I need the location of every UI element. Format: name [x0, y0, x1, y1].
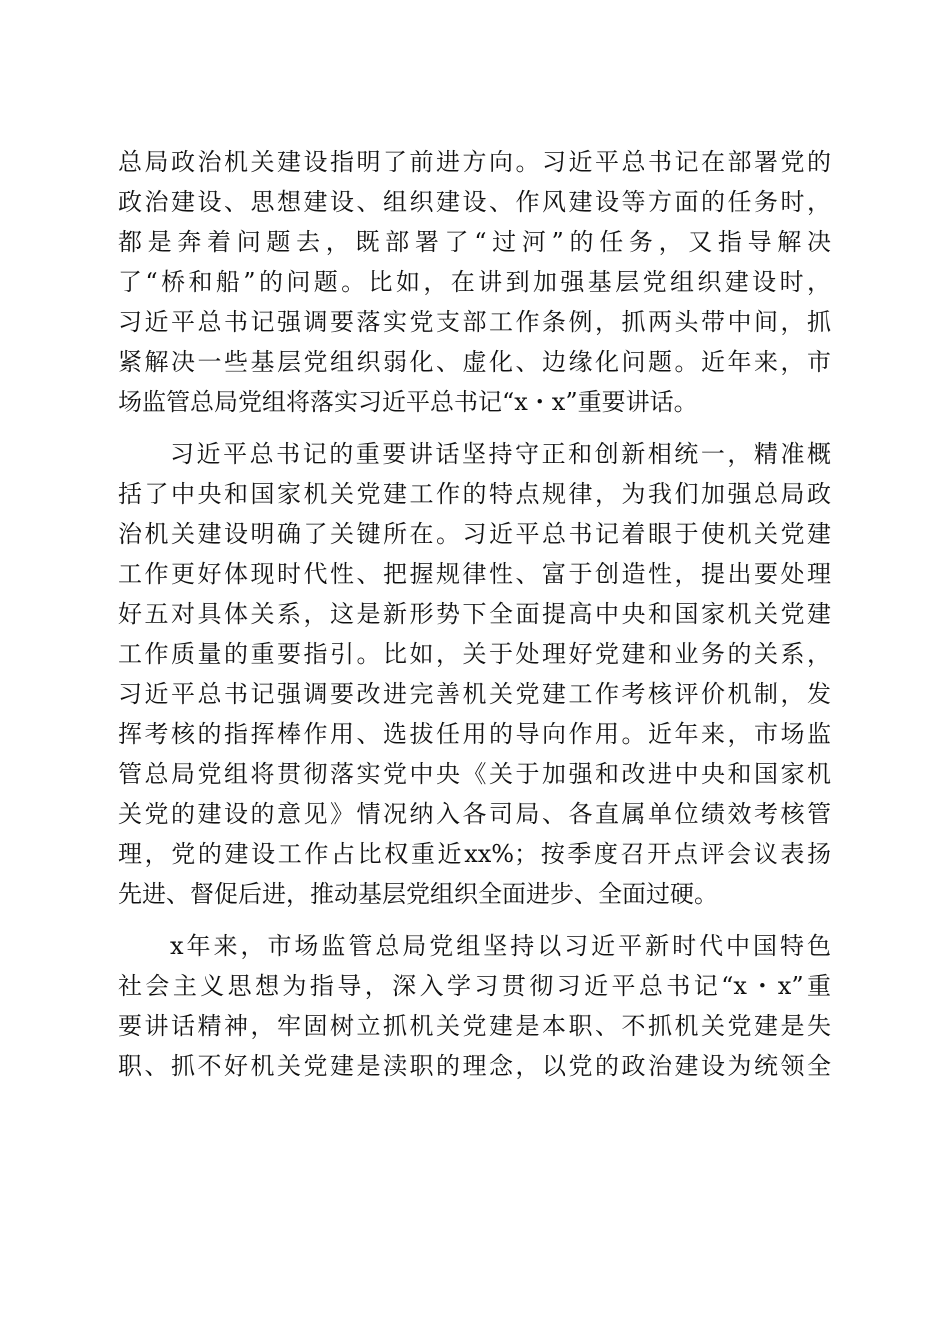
- paragraph-gap: [118, 422, 831, 434]
- paragraph-2-line-8: 挥考核的指挥棒作用、选拔任用的导向作用。近年来，市场监: [118, 720, 831, 748]
- paragraph-1-line-7: 场监管总局党组将落实习近平总书记“x・x”重要讲话。: [118, 388, 698, 416]
- paragraph-2: [118, 434, 831, 914]
- paragraph-1-line-5: 习近平总书记强调要落实党支部工作条例，抓两头带中间，抓: [118, 308, 831, 336]
- paragraph-1-line-2: 政治建设、思想建设、组织建设、作风建设等方面的任务时，: [118, 188, 831, 216]
- paragraph-2-line-10: 关党的建设的意见》情况纳入各司局、各直属单位绩效考核管: [118, 800, 831, 828]
- paragraph-2-line-4: 工作更好体现时代性、把握规律性、富于创造性，提出要处理: [118, 560, 831, 588]
- paragraph-3-line-1: x年来，市场监管总局党组坚持以习近平新时代中国特色: [170, 932, 831, 960]
- paragraph-3-line-4: 职、抓不好机关党建是渎职的理念，以党的政治建设为统领全: [118, 1052, 831, 1080]
- paragraph-2-line-12: 先进、督促后进，推动基层党组织全面进步、全面过硬。: [118, 880, 718, 908]
- document-body: [118, 142, 831, 1086]
- paragraph-2-line-2: 括了中央和国家机关党建工作的特点规律，为我们加强总局政: [118, 480, 831, 508]
- paragraph-1-line-3: 都是奔着问题去，既部署了“过河”的任务，又指导解决: [118, 228, 831, 256]
- paragraph-2-line-6: 工作质量的重要指引。比如，关于处理好党建和业务的关系，: [118, 640, 831, 668]
- paragraph-1-line-6: 紧解决一些基层党组织弱化、虚化、边缘化问题。近年来，市: [118, 348, 831, 376]
- paragraph-3-line-2: 社会主义思想为指导，深入学习贯彻习近平总书记“x・x”重: [118, 972, 831, 1000]
- paragraph-2-line-1: 习近平总书记的重要讲话坚持守正和创新相统一，精准概: [170, 440, 831, 468]
- paragraph-2-line-3: 治机关建设明确了关键所在。习近平总书记着眼于使机关党建: [118, 520, 831, 548]
- paragraph-2-line-7: 习近平总书记强调要改进完善机关党建工作考核评价机制，发: [118, 680, 831, 708]
- paragraph-2-line-9: 管总局党组将贯彻落实党中央《关于加强和改进中央和国家机: [118, 760, 831, 788]
- paragraph-gap: [118, 914, 831, 926]
- paragraph-2-line-5: 好五对具体关系，这是新形势下全面提高中央和国家机关党建: [118, 600, 831, 628]
- paragraph-1-line-4: 了“桥和船”的问题。比如，在讲到加强基层党组织建设时，: [118, 268, 831, 296]
- paragraph-1-line-1: 总局政治机关建设指明了前进方向。习近平总书记在部署党的: [118, 148, 831, 176]
- paragraph-3: [118, 926, 831, 1086]
- paragraph-3-line-3: 要讲话精神，牢固树立抓机关党建是本职、不抓机关党建是失: [118, 1012, 831, 1040]
- paragraph-1: [118, 142, 831, 422]
- paragraph-2-line-11: 理，党的建设工作占比权重近xx%；按季度召开点评会议表扬: [118, 840, 831, 868]
